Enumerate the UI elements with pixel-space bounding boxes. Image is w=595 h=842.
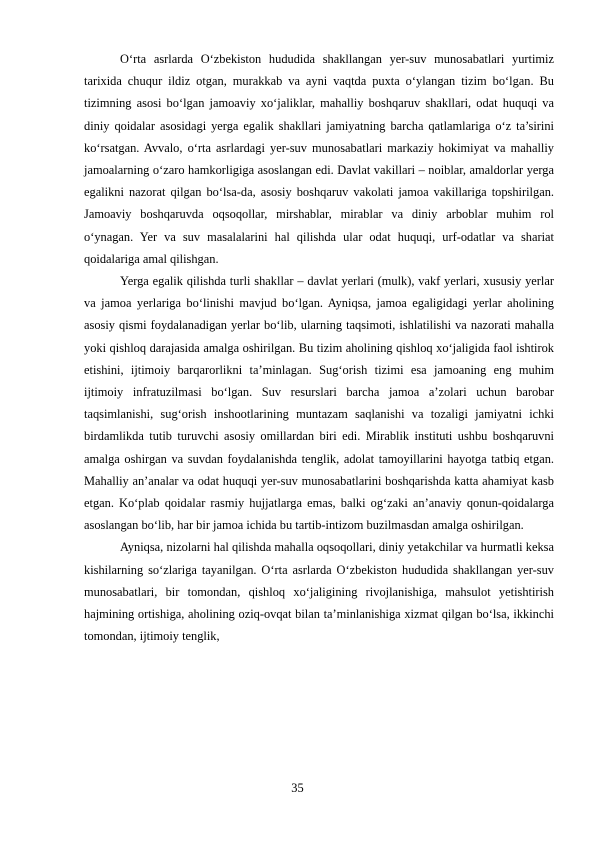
paragraph-2: Yerga egalik qilishda turli shakllar – davlat yerlari (mulk), vakf yerlari, xususiy yerlar va jamoa yerlariga bo‘linishi mavjud bo‘lgan. Ayniqsa, jamoa egaligidagi yerlar aholining asosiy qismi foydalanadigan yerlar bo‘lib, ularning taqsimoti, ishlatilishi va nazorati mahalla yoki qishloq darajasida amalga oshirilgan. Bu tizim aholining qishloq xo‘jaligida faol ishtirok etishini, ijtimoiy barqarorlikni ta’minlagan. Sug‘orish tizimi esa jamoaning eng muhim ijtimoiy infratuzilmasi bo‘lgan. Suv resurslari barcha jamoa a’zolari uchun barobar taqsimlanishi, sug‘orish inshootlarining muntazam saqlanishi va tozaligi jamiyatni ichki birdamlikda tutib turuvchi asosiy omillardan biri edi. Mirablik instituti ushbu boshqaruvni amalga oshirgan va suvdan foydalanishda tenglik, adolat tamoyillarini hayotga tatbiq etgan. Mahalliy an’analar va odat huquqi yer-suv munosabatlarini boshqarishda katta ahamiyat kasb etgan. Ko‘plab qoidalar rasmiy hujjatlarga emas, balki og‘zaki an’anaviy qonun-qoidalarga asoslangan bo‘lib, har bir jamoa ichida bu tartib-intizom buzilmasdan amalga oshirilgan. <box>84 274 554 533</box>
paragraph-3: Ayniqsa, nizolarni hal qilishda mahalla oqsoqollari, diniy yetakchilar va hurmatli keksa kishilarning so‘zlariga tayanilgan. O‘rta asrlarda O‘zbekiston hududida shakllangan yer-suv munosabatlari, bir tomondan, qishloq xo‘jaligining rivojlanishiga, mahsulot yetishtirish hajmining ortishiga, aholining oziq-ovqat bilan ta’minlanishiga xizmat qilgan bo‘lsa, ikkinchi tomondan, ijtimoiy tenglik, <box>84 540 554 644</box>
body-text <box>84 48 554 647</box>
page-number: 35 <box>291 781 304 795</box>
paragraph-1: O‘rta asrlarda O‘zbekiston hududida shakllangan yer-suv munosabatlari yurtimiz tarixida chuqur ildiz otgan, murakkab va ayni vaqtda puxta o‘ylangan tizim bo‘lgan. Bu tizimning asosi bo‘lgan jamoaviy xo‘jaliklar, mahalliy boshqaruv shakllari, odat huquqi va diniy qoidalar asosidagi yerga egalik shakllari jamiyatning barcha qatlamlariga o‘z ta’sirini ko‘rsatgan. Avvalo, o‘rta asrlardagi yer-suv munosabatlari markaziy hokimiyat va mahalliy jamoalarning o‘zaro hamkorligiga asoslangan edi. Davlat vakillari – noiblar, amaldorlar yerga egalikni nazorat qilgan bo‘lsa-da, asosiy boshqaruv vakolati jamoa vakillariga topshirilgan. Jamoaviy boshqaruvda oqsoqollar, mirshablar, mirablar va diniy arboblar muhim rol o‘ynagan. Yer va suv masalalarini hal qilishda ular odat huquqi, urf-odatlar va shariat qoidalariga amal qilishgan. <box>84 52 554 266</box>
